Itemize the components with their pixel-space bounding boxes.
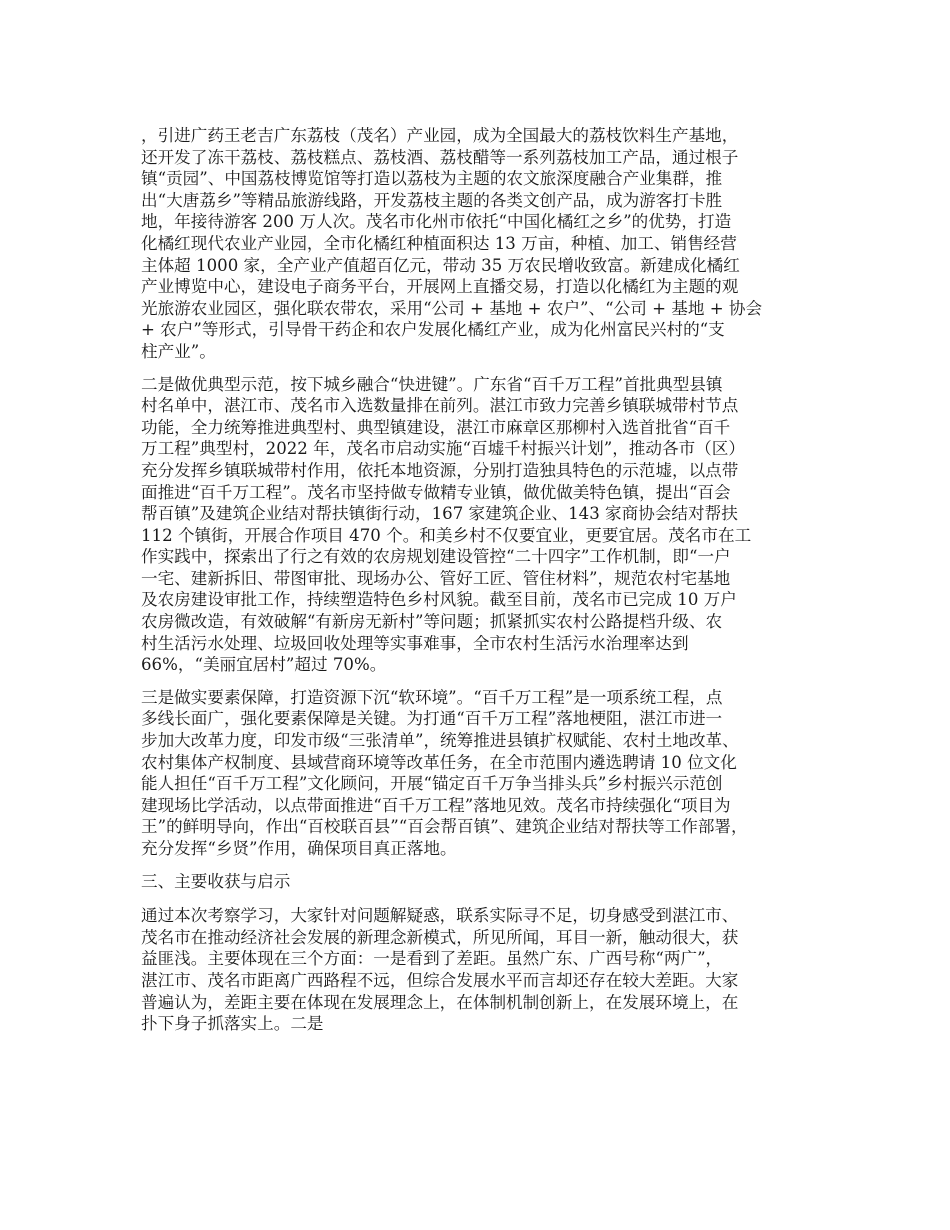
paragraph-typical-demonstration: 二是做优典型示范，按下城乡融合“快进键”。广东省“百千万工程”首批典型县镇 村名单中，湛江市、茂名市入选数量排在前列。湛江市致力完善乡镇联城带村节点 功能，全力统筹推进典型村、典型镇建设，湛江市麻章区那柳村入选首批省“百千 万工程”典型村，2022 年，茂名市启动实施“百墟千村振兴计划”，推动各市（区） 充分发挥乡镇联城带村作用，依托本地资源，分别打造独具特色的示范墟，以点带 面推进“百千万工程”。茂名市坚持做专做精专业镇，做优做美特色镇，提出“百会 帮百镇”及建筑企业结对帮扶镇街行动，167 家建筑企业、143 家商协会结对帮扶 112 个镇街，开展合作项目 470 个。和美乡村不仅要宜业，更要宜居。茂名市在工 作实践中，探索出了行之有效的农房规划建设管控“二十四字”工作机制，即“一户 一宅、建新拆旧、带图审批、现场办公、管好工匠、管住材料”，规范农村宅基地 及农房建设审批工作，持续塑造特色乡村风貌。截至目前，茂名市已完成 10 万户 农房微改造，有效破解“有新房无新村”等问题；抓紧抓实农村公路提档升级、农 村生活污水处理、垃圾回收处理等实事难事，全市农村生活污水治理率达到 66%，“美丽宜居村”超过 70%。 (141, 374, 752, 675)
paragraph-factor-guarantee: 三是做实要素保障，打造资源下沉“软环境”。“百千万工程”是一项系统工程，点 多线长面广，强化要素保障是关键。为打通“百千万工程”落地梗阻，湛江市进一 步加大改革力度，印发市级“三张清单”，统筹推进县镇扩权赋能、农村土地改革、 农村集体产权制度、县域营商环境等改革任务，在全市范围内遴选聘请 10 位文化 能人担任“百千万工程”文化顾问，开展“锚定百千万争当排头兵”乡村振兴示范创 建现场比学活动，以点带面推进“百千万工程”落地见效。茂名市持续强化“项目为 王”的鲜明导向，作出“百校联百县”“百会帮百镇”、建筑企业结对帮扶等工作部署， 充分发挥“乡贤”作用，确保项目真正落地。 (141, 687, 748, 858)
section-heading: 三、主要收获与启示 (141, 871, 291, 891)
paragraph-lychee-industry: ，引进广药王老吉广东荔枝（茂名）产业园，成为全国最大的荔枝饮料生产基地， 还开发了冻干荔枝、荔枝糕点、荔枝酒、荔枝醋等一系列荔枝加工产品，通过根子 镇“贡园”、中国荔枝博览馆等打造以荔枝为主题的农文旅深度融合产业集群，推 出“大唐荔乡”等精品旅游线路，开发荔枝主题的各类文创产品，成为游客打卡胜 地，年接待游客 200 万人次。茂名市化州市依托“中国化橘红之乡”的优势，打造 化橘红现代农业产业园，全市化橘红种植面积达 13 万亩，种植、加工、销售经营 主体超 1000 家，全产业产值超百亿元，带动 35 万农民增收致富。新建成化橘红 产业博览中心，建设电子商务平台，开展网上直播交易，打造以化橘红为主题的观 光旅游农业园区，强化联农带农，采用“公司 + 基地 + 农户”、“公司 + 基地 + 协会 + 农户”等形式，引导骨干药企和农户发展化橘红产业，成为化州富民兴村的“支 柱产业”。 (141, 126, 763, 361)
paragraph-main-gains: 通过本次考察学习，大家针对问题解疑惑，联系实际寻不足，切身感受到湛江市、 茂名市在推动经济社会发展的新理念新模式，所见所闻，耳目一新，触动很大，获 益匪浅。主要体现在三个方面：一是看到了差距。虽然广东、广西号称“两广”， 湛江市、茂名市距离广西路程不远，但综合发展水平而言却还存在较大差距。大家 普遍认为，差距主要在体现在发展理念上，在体制机制创新上，在发展环境上，在 扑下身子抓落实上。二是 (141, 906, 739, 1034)
document-body (141, 125, 819, 1046)
